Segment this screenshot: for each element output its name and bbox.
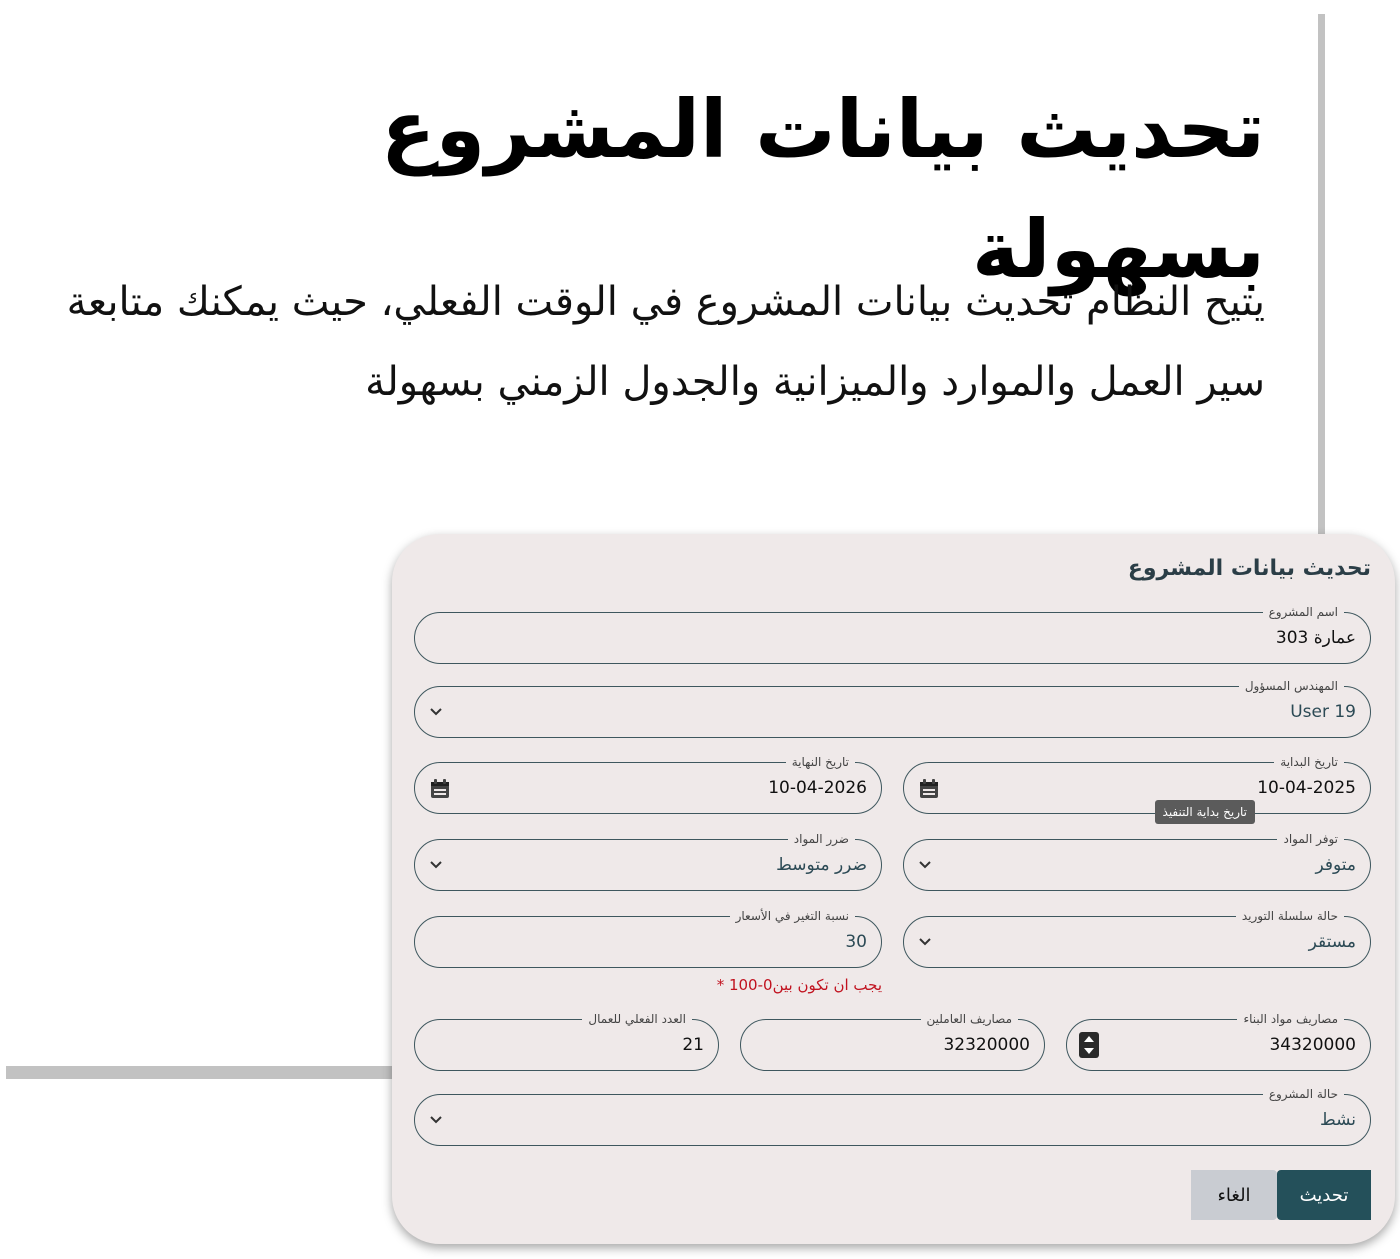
building-costs-field[interactable] [1066, 1012, 1371, 1071]
chevron-down-icon [429, 857, 443, 871]
building-costs-label: مصاريف مواد البناء [1237, 1010, 1344, 1028]
update-project-dialog [392, 534, 1395, 1244]
engineer-select[interactable] [414, 679, 1371, 738]
start-date-field[interactable] [903, 755, 1371, 814]
materials-availability-value: متوفر [1315, 855, 1356, 875]
price-change-value: 30 [845, 932, 867, 952]
worker-costs-value: 32320000 [943, 1035, 1030, 1055]
price-change-label: نسبة التغير في الأسعار [730, 907, 855, 925]
price-change-field[interactable] [414, 909, 882, 968]
worker-count-value: 21 [682, 1035, 704, 1055]
calendar-icon[interactable] [918, 778, 940, 800]
price-change-error: يجب ان تكون بين0-100 * [716, 976, 882, 994]
engineer-value: User 19 [1290, 702, 1356, 722]
hero-description: يتيح النظام تحديث بيانات المشروع في الوقت الفعلي، حيث يمكنك متابعة سير العمل والموارد والميزانية والجدول الزمني بسهولة [66, 279, 1265, 405]
worker-count-field[interactable] [414, 1012, 719, 1071]
engineer-label: المهندس المسؤول [1239, 677, 1344, 695]
hero-title: تحديث بيانات المشروع بسهولة [380, 83, 1265, 296]
materials-damage-value: ضرر متوسط [776, 855, 867, 875]
start-date-label: تاريخ البداية [1274, 753, 1344, 771]
building-costs-value: 34320000 [1269, 1035, 1356, 1055]
end-date-value: 10-04-2026 [768, 778, 867, 798]
chevron-down-icon [429, 704, 443, 718]
materials-availability-label: توفر المواد [1277, 830, 1344, 848]
dialog-title: تحديث بيانات المشروع [1127, 556, 1371, 581]
materials-availability-select[interactable] [903, 832, 1371, 891]
number-stepper-icon[interactable] [1079, 1032, 1099, 1058]
end-date-label: تاريخ النهاية [786, 753, 855, 771]
chevron-down-icon [918, 934, 932, 948]
project-status-value: نشط [1319, 1110, 1356, 1130]
materials-damage-label: ضرر المواد [788, 830, 855, 848]
worker-costs-label: مصاريف العاملين [921, 1010, 1018, 1028]
project-status-label: حالة المشروع [1263, 1085, 1344, 1103]
supply-chain-value: مستقر [1308, 932, 1356, 952]
project-name-label: اسم المشروع [1263, 603, 1344, 621]
start-date-value: 10-04-2025 [1257, 778, 1356, 798]
materials-damage-select[interactable] [414, 832, 882, 891]
vertical-divider [1318, 14, 1325, 574]
project-name-value: عمارة 303 [1275, 628, 1356, 648]
supply-chain-select[interactable] [903, 909, 1371, 968]
project-name-field[interactable] [414, 605, 1371, 664]
chevron-down-icon [918, 857, 932, 871]
worker-count-label: العدد الفعلي للعمال [582, 1010, 692, 1028]
cancel-button[interactable]: الغاء [1191, 1170, 1277, 1220]
worker-costs-field[interactable] [740, 1012, 1045, 1071]
supply-chain-label: حالة سلسلة التوريد [1236, 907, 1344, 925]
horizontal-divider [6, 1066, 426, 1079]
start-date-tooltip: تاريخ بداية التنفيذ [1155, 800, 1255, 824]
update-button[interactable]: تحديث [1277, 1170, 1371, 1220]
end-date-field[interactable] [414, 755, 882, 814]
calendar-icon[interactable] [429, 778, 451, 800]
chevron-down-icon [429, 1112, 443, 1126]
project-status-select[interactable] [414, 1087, 1371, 1146]
